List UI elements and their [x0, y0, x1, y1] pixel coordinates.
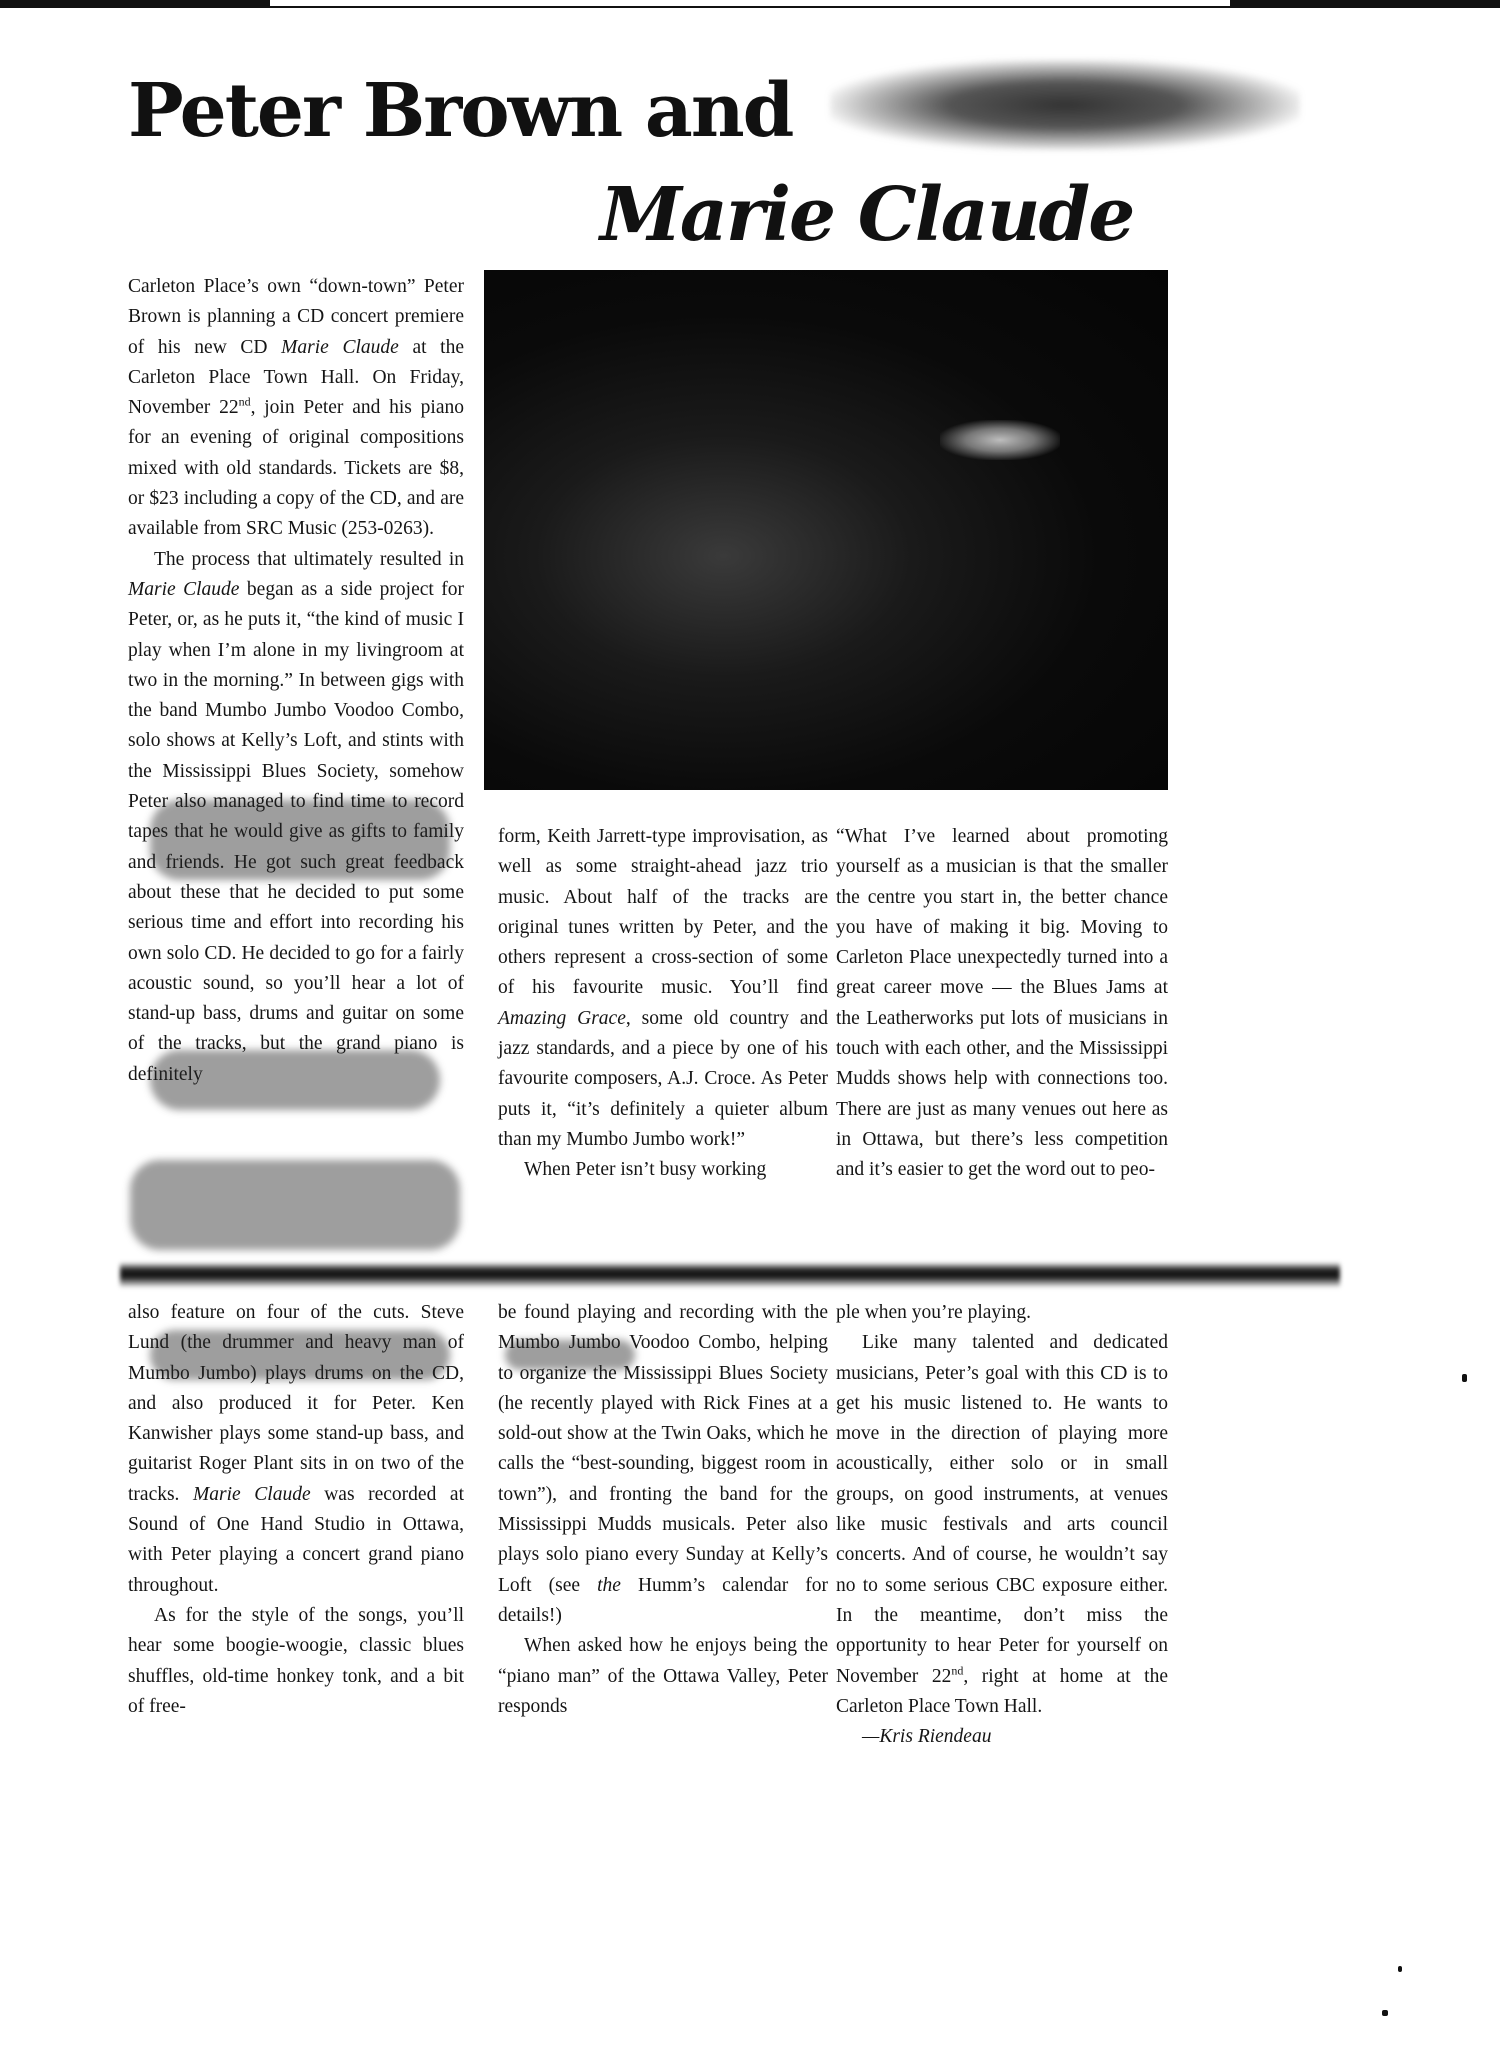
- author-signature: —Kris Riendeau: [862, 1726, 992, 1748]
- headline-line-1: Peter Brown and: [128, 68, 793, 154]
- performer-photo: [484, 270, 1168, 790]
- paragraph-intro: Carleton Place’s own “down-town” Peter Brown is planning a CD concert premiere of his new CD Marie Claude at the Carleton Place Town Hall. On Friday, November 22nd, join Peter and his piano for an evening of original compositions mixed with old standards. Tickets are $8, or $23 including a copy of the CD, and are available from SRC Music (253-0263).: [128, 276, 465, 540]
- ink-smear: [505, 1340, 635, 1370]
- paragraph-style-cont: form, Keith Jarrett-type improvisation, as well as some straight-ahead jazz trio music. About half of the tracks are original tunes written by Peter, and the others represent a cross-section of some of his favourite music. You’ll find Amazing Grace, some old country and jazz standards, and a piece by one of his favourite composers, A.J. Croce. As Peter puts it, “it’s definitely a quieter album than my Mumbo Jumbo work!”: [498, 826, 828, 1150]
- photo-highlight: [940, 420, 1060, 460]
- paragraph-style: As for the style of the songs, you’ll hear some boogie-woogie, classic blues shuffles, old-time honkey tonk, and a bit of free-: [128, 1604, 464, 1717]
- ink-smear: [150, 800, 450, 880]
- paragraph-busy: When Peter isn’t busy working: [524, 1159, 767, 1181]
- paragraph-quote-end: ple when you’re playing.: [836, 1302, 1031, 1323]
- title-smudge: [830, 60, 1300, 150]
- column-1-top: [128, 272, 464, 1090]
- column-3-top: [836, 822, 1168, 1186]
- paragraph-activities: be found playing and recording with the Mumbo Jumbo Voodoo Combo, helping to organize the Mississippi Blues Society (he recently played with Rick Fines at a sold-out show at the Twin Oaks, which he calls the “best-sounding, biggest room in town”), and fronting the band for the Mississippi Mudds musicals. Peter also plays solo piano every Sunday at Kelly’s Loft (see the Humm’s calendar for details!): [498, 1302, 828, 1626]
- column-3-bottom: [836, 1298, 1168, 1752]
- paragraph-process: The process that ultimately resulted in Marie Claude began as a side project for Peter, or, as he puts it, “the kind of music I play when I’m alone in my livingroom at two in the morning.” In between gigs with the band Mumbo Jumbo Voodoo Combo, solo shows at Kelly’s Loft, and stints with the Mississippi Blues Society, somehow Peter also managed to find time to record tapes that he would give as gifts to family and friends. He got such great feedback about these that he decided to put some serious time and effort into recording his own solo CD. He decided to go for a fairly acoustic sound, so you’ll hear a lot of stand-up bass, drums and guitar on some of the tracks, but the grand piano is definitely: [128, 548, 464, 1085]
- ink-smear: [130, 1160, 460, 1250]
- scan-edge-gap: [270, 0, 1230, 6]
- paragraph-goals: Like many talented and dedicated musicians, Peter’s goal with this CD is to get his music listened to. He wants to move in the direction of playing more acoustically, either solo or in small groups, on good instruments, at venues like music festivals and arts council concerts. And of course, he wouldn’t say no to some serious CBC exposure either. In the meantime, don’t miss the opportunity to hear Peter for yourself on November 22nd, right at home at the Carleton Place Town Hall.: [836, 1332, 1168, 1717]
- column-2-top: [498, 822, 828, 1186]
- paragraph-piano-man: When asked how he enjoys being the “piano man” of the Ottawa Valley, Peter responds: [498, 1635, 828, 1717]
- scan-speck: [1382, 2010, 1388, 2016]
- scan-fold-line: [120, 1262, 1340, 1288]
- paragraph-quote: “What I’ve learned about promoting yourself as a musician is that the smaller the centre you start in, the better chance you have of making it big. Moving to Carleton Place unexpectedly turned into a great career move — the Blues Jams at the Leatherworks put lots of musicians in touch with each other, and the Mississippi Mudds shows help with connections too. There are just as many venues out here as in Ottawa, but there’s less competition and it’s easier to get the word out to peo-: [836, 826, 1168, 1181]
- headline-line-2: Marie Claude: [600, 172, 1134, 258]
- scan-speck: [1462, 1374, 1467, 1382]
- ink-smear: [150, 1330, 450, 1380]
- paragraph-credits: also feature on four of the cuts. Steve Lund (the drummer and heavy man of Mumbo Jumbo) plays drums on the CD, and also produced it for Peter. Ken Kanwisher plays some stand-up bass, and guitarist Roger Plant sits in on two of the tracks. Marie Claude was recorded at Sound of One Hand Studio in Ottawa, with Peter playing a concert grand piano throughout.: [128, 1302, 464, 1596]
- scan-speck: [1398, 1966, 1402, 1972]
- ink-smear: [150, 1050, 440, 1110]
